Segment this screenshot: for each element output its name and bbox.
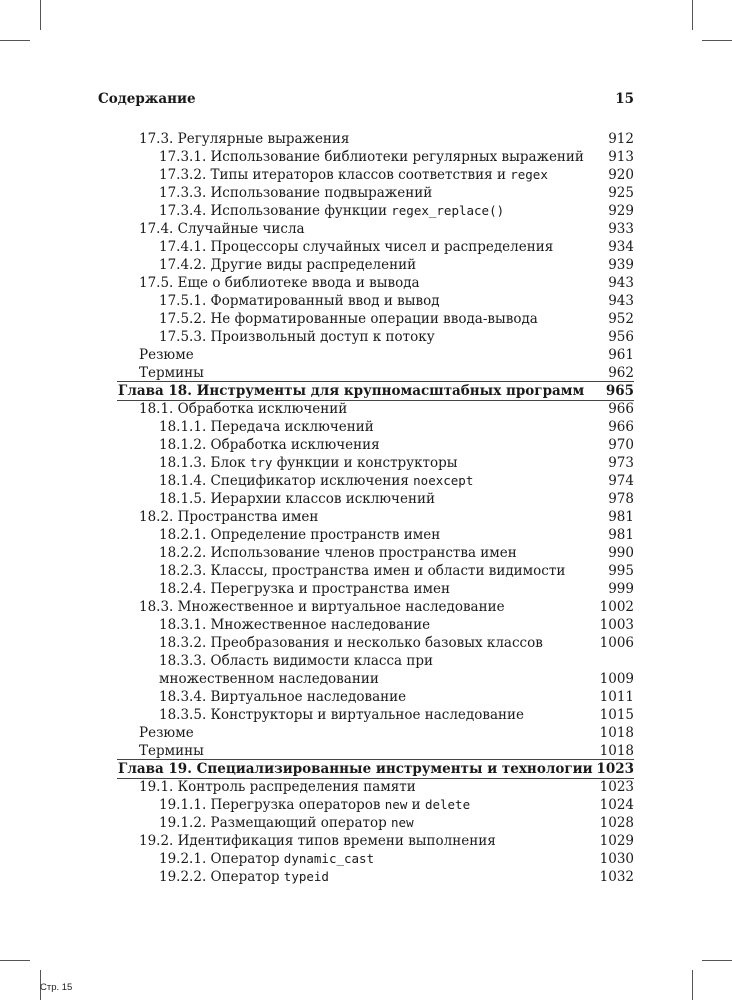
toc-page-number: 1028 [599,815,634,831]
crop-mark-bottom-right-h [702,960,732,961]
toc-entry-title [159,634,543,652]
toc-subsection-entry [0,454,732,472]
toc-subsection-entry [0,310,732,328]
toc-entry-title [159,292,440,310]
toc-entry-title [159,472,473,490]
crop-mark-bottom-right [692,970,693,1000]
entry-text: 18.3.5. Конструкторы и виртуальное наследование [159,707,524,723]
toc-entry-title [159,148,584,166]
toc-page-number: 1003 [599,617,634,633]
toc-entry-title [139,364,204,382]
entry-text: 19.2.2. Оператор [159,869,284,885]
toc-subsection-entry [0,634,732,652]
toc-subsection-entry [0,562,732,580]
toc-page-number: 1006 [599,635,634,651]
entry-text: 18.2.2. Использование членов пространства имен [159,545,517,561]
entry-text: Глава 19. Специализированные инструменты и технологии [118,761,593,777]
toc-entry-title [139,346,194,364]
entry-text: Резюме [139,347,194,363]
toc-entry-title [159,526,440,544]
toc-page-number: 956 [608,329,634,345]
toc-page-number: 912 [608,131,634,147]
toc-entry-title [159,688,406,706]
toc-page-number: 920 [608,167,634,183]
running-header [98,91,634,111]
toc-page-number: 981 [608,527,634,543]
toc-entry-title [159,310,538,328]
toc-section-entry [0,598,732,616]
toc-subsection-entry [0,166,732,184]
code-term: new [391,815,414,830]
toc-page-number: 990 [608,545,634,561]
toc-page-number: 1018 [599,743,634,759]
entry-text: 17.3.4. Использование функции [159,203,392,219]
entry-text: 17.4.2. Другие виды распределений [159,257,417,273]
entry-text: 18.3.3. Область видимости класса при множественном наследовании [159,653,434,687]
entry-text: 18.3.1. Множественное наследование [159,617,431,633]
toc-page-number: 961 [608,347,634,363]
entry-text: 18.2.3. Классы, пространства имен и области видимости [159,563,566,579]
entry-text: 18.1.4. Спецификатор исключения [159,473,414,489]
toc-entry-title [118,382,584,400]
code-term: noexcept [413,473,474,488]
toc-entry-title [139,724,194,742]
toc-entry-title [139,832,496,850]
chapter-rule-top [117,381,634,382]
toc-subsection-entry [0,328,732,346]
entry-text: 17.3.3. Использование подвыражений [159,185,433,201]
toc-entry-title [159,544,517,562]
toc-page-number: 1009 [599,671,634,687]
entry-text: 17.4.1. Процессоры случайных чисел и распределения [159,239,554,255]
entry-text: Термины [139,365,204,381]
code-term: new [384,797,408,812]
crop-mark-bottom-left-h [0,960,30,961]
header-page-number: 15 [615,91,634,107]
toc-subsection-entry [0,868,732,886]
toc-subsection-entry [0,472,732,490]
toc-entry-title [139,778,416,796]
toc-page-number: 939 [608,257,634,273]
entry-text: 19.1. Контроль распределения памяти [139,779,416,795]
entry-text: 18.3.4. Виртуальное наследование [159,689,407,705]
toc-entry-title [159,436,380,454]
entry-text: Резюме [139,725,194,741]
toc-page-number: 981 [608,509,634,525]
toc-entry-title [139,130,349,148]
toc-entry-title [159,418,374,436]
table-of-contents [0,130,732,886]
toc-subsection-entry [0,652,732,688]
toc-entry-title [159,814,414,832]
toc-entry-title [159,184,432,202]
toc-entry-title [139,220,305,238]
toc-section-entry [0,724,732,742]
entry-text: 18.2. Пространства имен [139,509,319,525]
toc-entry-title [139,400,347,418]
toc-page-number: 934 [608,239,634,255]
toc-entry-title [159,238,553,256]
footer-page-label: Стр. 15 [40,982,73,993]
toc-page-number: 1029 [599,833,634,849]
toc-entry-title [159,580,450,598]
toc-entry-title [159,706,524,724]
entry-text: и [407,797,425,813]
header-title: Содержание [98,91,196,107]
toc-page-number: 1030 [599,851,634,867]
entry-text: функции и конструкторы [272,455,458,471]
toc-section-entry [0,778,732,796]
toc-page-number: 965 [605,383,634,399]
toc-page-number: 1002 [599,599,634,615]
entry-text: 17.5.1. Форматированный ввод и вывод [159,293,440,309]
toc-subsection-entry [0,490,732,508]
toc-subsection-entry [0,184,732,202]
toc-page-number: 933 [608,221,634,237]
toc-subsection-entry [0,850,732,868]
entry-text: 18.1.1. Передача исключений [159,419,374,435]
toc-subsection-entry [0,256,732,274]
toc-page-number: 970 [608,437,634,453]
toc-page-number: 952 [608,311,634,327]
toc-page-number: 913 [608,149,634,165]
entry-text: 18.1.2. Обработка исключения [159,437,380,453]
toc-entry-title [159,202,504,220]
toc-section-entry [0,130,732,148]
toc-section-entry [0,274,732,292]
toc-page-number: 1023 [599,779,634,795]
toc-subsection-entry [0,148,732,166]
code-term: delete [424,797,471,812]
toc-subsection-entry [0,544,732,562]
code-term: regex_replace() [391,203,505,218]
toc-page-number: 1018 [599,725,634,741]
toc-subsection-entry [0,418,732,436]
toc-page-number: 978 [608,491,634,507]
toc-entry-title [139,598,505,616]
entry-text: 18.1.3. Блок [159,455,250,471]
toc-chapter-entry [0,760,732,778]
toc-section-entry [0,742,732,760]
toc-section-entry [0,400,732,418]
crop-mark-top-right [692,0,693,30]
toc-entry-title [159,490,435,508]
toc-page-number: 943 [608,293,634,309]
entry-text: 18.3.2. Преобразования и несколько базовых классов [159,635,543,651]
toc-subsection-entry [0,796,732,814]
crop-mark-top-left-h [0,40,30,41]
entry-text: 17.5.3. Произвольный доступ к потоку [159,329,435,345]
toc-page-number: 1024 [599,797,634,813]
code-term: regex [510,167,548,182]
toc-page-number: 966 [608,401,634,417]
toc-entry-title [159,166,548,184]
toc-page-number: 974 [608,473,634,489]
toc-section-entry [0,832,732,850]
entry-text: 18.2.1. Определение пространств имен [159,527,441,543]
toc-entry-title [159,454,458,472]
toc-subsection-entry [0,616,732,634]
toc-page-number: 929 [608,203,634,219]
code-term: typeid [283,869,329,884]
code-term: dynamic_cast [283,851,375,866]
toc-subsection-entry [0,202,732,220]
code-term: try [249,455,273,470]
entry-text: 18.2.4. Перегрузка и пространства имен [159,581,450,597]
entry-text: 18.1.5. Иерархии классов исключений [159,491,435,507]
toc-entry-title [159,328,435,346]
entry-text: 19.2.1. Оператор [159,851,284,867]
toc-subsection-entry [0,238,732,256]
toc-entry-title [159,256,416,274]
crop-mark-top-right-h [702,40,732,41]
toc-page-number: 1011 [599,689,634,705]
toc-entry-title [159,850,374,868]
toc-page-number: 925 [608,185,634,201]
toc-entry-title [139,508,318,526]
entry-text: 19.1.1. Перегрузка операторов [159,797,385,813]
toc-entry-title [118,760,593,778]
toc-entry-title [159,868,329,886]
entry-text: 17.5.2. Не форматированные операции ввода-вывода [159,311,538,327]
entry-text: 19.2. Идентификация типов времени выполнения [139,833,496,849]
entry-text: Глава 18. Инструменты для крупномасштабных программ [118,383,585,399]
entry-text: 18.1. Обработка исключений [139,401,348,417]
toc-entry-title [139,742,204,760]
toc-chapter-entry [0,382,732,400]
entry-text: 17.3.1. Использование библиотеки регулярных выражений [159,149,584,165]
entry-text: 17.3.2. Типы итераторов классов соответствия и [159,167,511,183]
toc-section-entry [0,508,732,526]
toc-subsection-entry [0,814,732,832]
toc-page-number: 962 [608,365,634,381]
toc-subsection-entry [0,580,732,598]
toc-entry-title [139,274,420,292]
toc-entry-title [159,652,539,688]
toc-entry-title [159,616,430,634]
entry-text: 18.3. Множественное и виртуальное наследование [139,599,505,615]
entry-text: Термины [139,743,204,759]
entry-text: 17.3. Регулярные выражения [139,131,350,147]
toc-section-entry [0,220,732,238]
entry-text: 17.4. Случайные числа [139,221,305,237]
toc-page-number: 966 [608,419,634,435]
toc-section-entry [0,364,732,382]
toc-page-number: 1032 [599,869,634,885]
toc-subsection-entry [0,688,732,706]
chapter-rule-top [117,759,634,760]
crop-mark-top-left [40,0,41,30]
toc-page-number: 995 [608,563,634,579]
toc-subsection-entry [0,526,732,544]
toc-page-number: 943 [608,275,634,291]
toc-subsection-entry [0,436,732,454]
toc-section-entry [0,346,732,364]
toc-subsection-entry [0,706,732,724]
entry-text: 19.1.2. Размещающий оператор [159,815,392,831]
toc-entry-title [159,562,565,580]
toc-page-number: 999 [608,581,634,597]
toc-page-number: 1015 [599,707,634,723]
toc-entry-title [159,796,470,814]
entry-text: 17.5. Еще о библиотеке ввода и вывода [139,275,420,291]
toc-subsection-entry [0,292,732,310]
toc-page-number: 1023 [596,761,634,777]
toc-page-number: 973 [608,455,634,471]
